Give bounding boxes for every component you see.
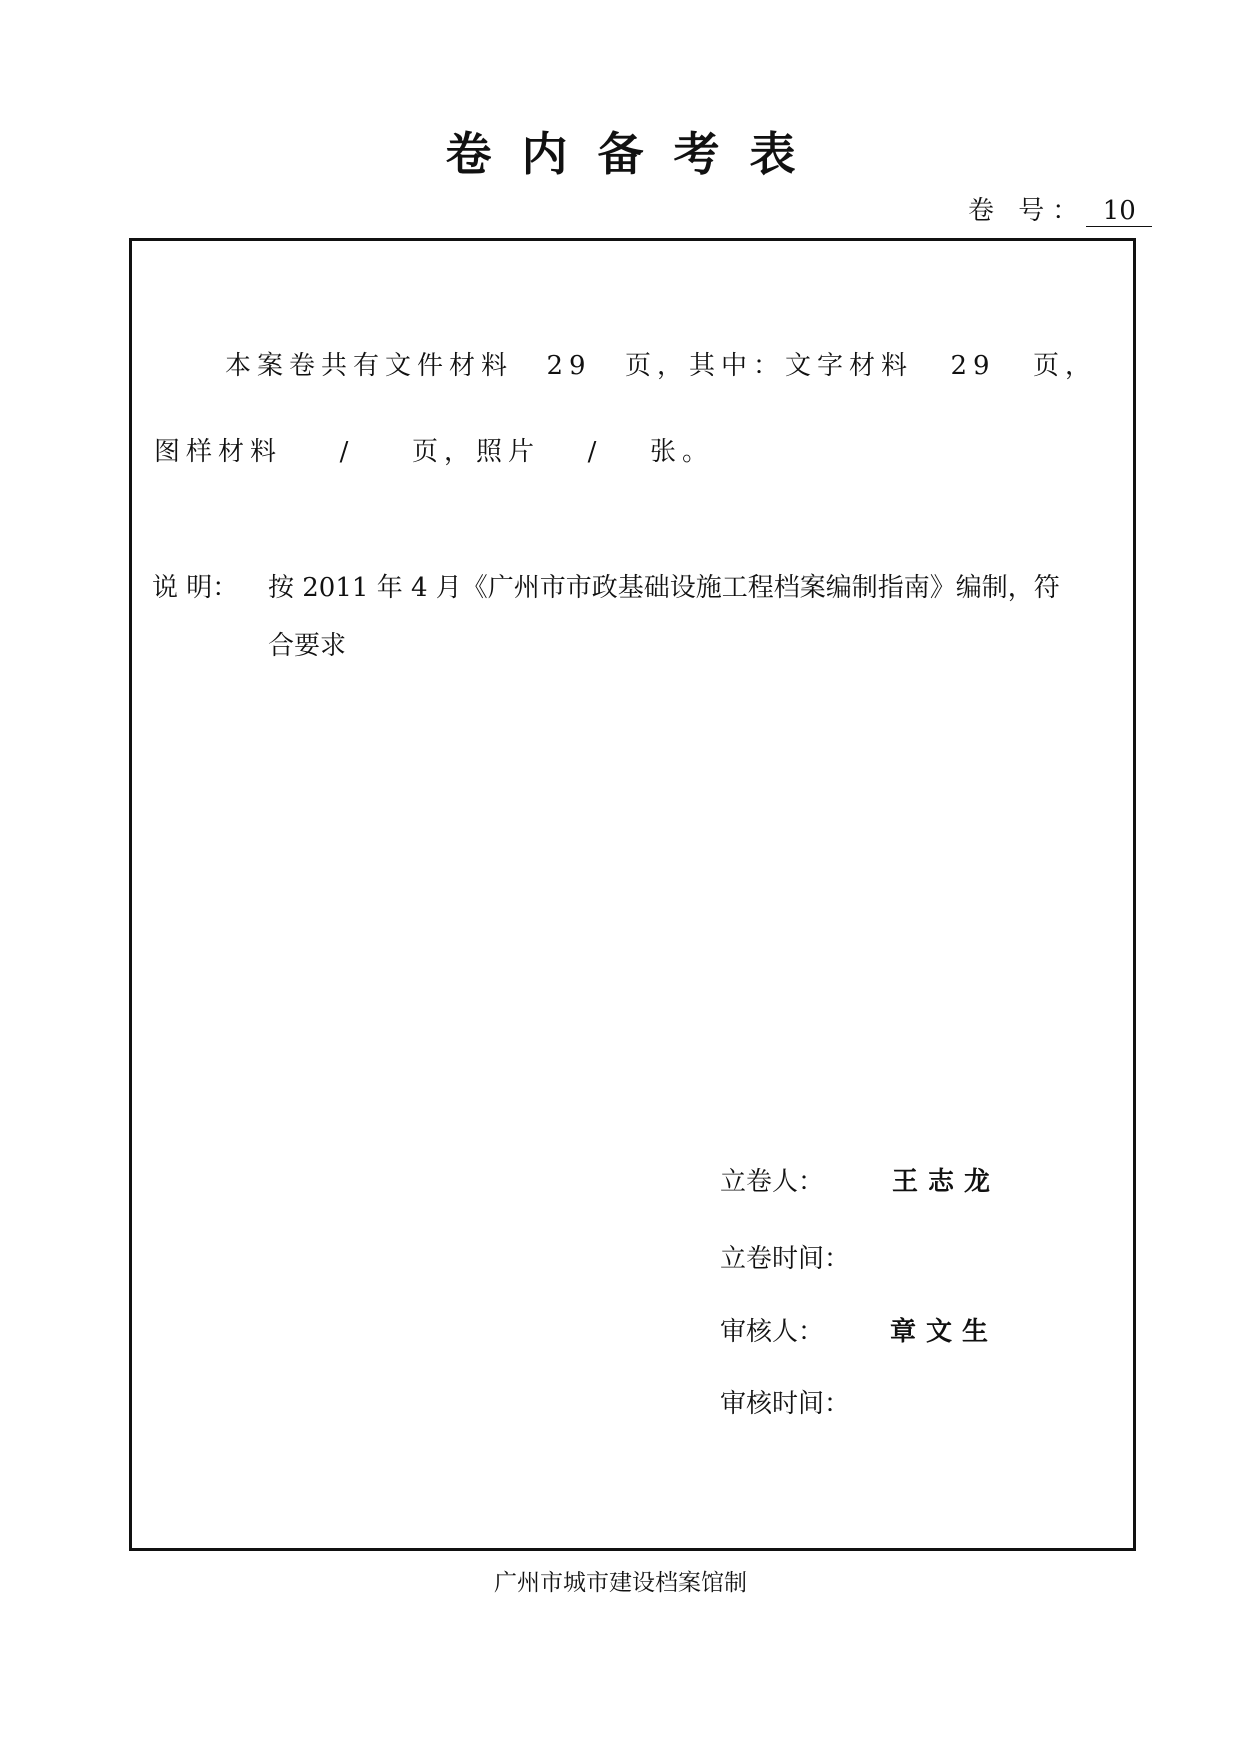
summary-text-4: 图样材料 [154,437,283,467]
summary-text-5: 页，照片 [412,437,541,467]
summary-text-1: 本案卷共有文件材料 [225,351,514,381]
note-line-2: 合要求 [268,631,347,661]
total-pages-value: 29 [546,351,592,381]
drawing-pages-value: / [339,437,355,467]
volume-number [968,190,1152,227]
compiler-signature: 王志龙 [892,1167,1001,1197]
reviewer-label: 审核人： [720,1317,825,1347]
text-pages-value: 29 [950,351,996,381]
volume-value: 10 [1086,198,1152,227]
review-time-label: 审核时间： [720,1389,851,1419]
volume-label: 卷 号： [968,196,1087,226]
note-line-1: 按 2011 年 4 月《广州市市政基础设施工程档案编制指南》编制，符 [268,573,1060,603]
footer-issuer: 广州市城市建设档案馆制 [494,1570,747,1596]
summary-text-3: 页， [1033,351,1098,381]
compiler-label: 立卷人： [720,1167,825,1197]
record-frame [129,238,1136,1551]
summary-line-2 [154,431,714,468]
photos-value: / [587,437,603,467]
reviewer-signature: 章文生 [890,1317,999,1347]
summary-text-6: 张。 [650,437,715,467]
note-label: 说 明： [152,573,239,603]
summary-text-2: 页，其中：文字材料 [625,351,914,381]
summary-line-1 [225,345,1097,382]
compile-time-label: 立卷时间： [720,1244,851,1274]
page-title: 卷内备考表 [445,127,826,181]
